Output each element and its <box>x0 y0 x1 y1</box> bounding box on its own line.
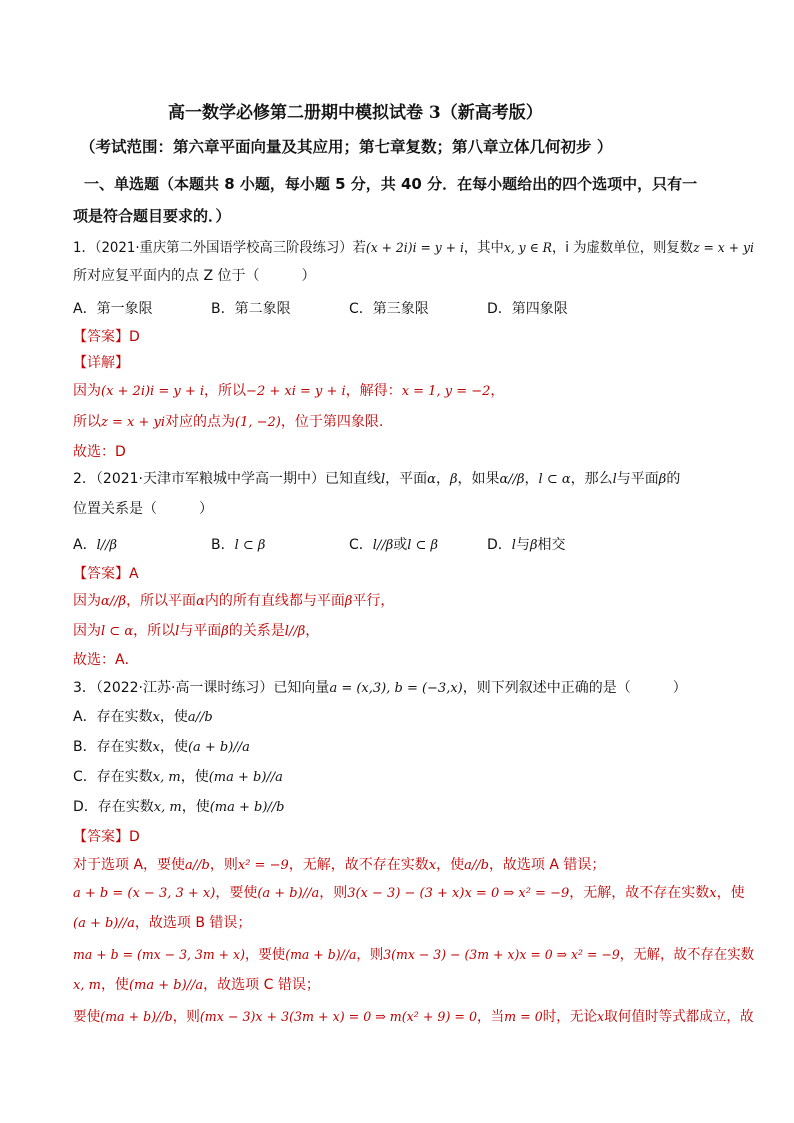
option-math: l//β <box>96 538 118 553</box>
q3-solution-line-3 <box>73 914 251 933</box>
q1-sol-text: 因为 <box>73 383 101 399</box>
q3-sol-math: x <box>428 858 437 873</box>
question-3-stem <box>73 679 687 698</box>
q1-detail-label: 【详解】 <box>73 355 129 371</box>
q2-math: l <box>381 472 386 487</box>
q1-option-a: A．第一象限 <box>73 301 153 317</box>
q3-stem-text: 3．（2022·江苏·高一课时练习）已知向量 <box>73 680 330 696</box>
q2-sol-math: l ⊂ α <box>101 624 134 639</box>
q2-stem-text: ，平面 <box>385 471 428 487</box>
q3-sol-math: 3(x − 3) − (3 + x)x = 0 ⇒ x² = −9 <box>347 886 570 901</box>
q2-sol-math: α//β <box>101 594 127 609</box>
q1-option-c: C．第三象限 <box>349 301 429 317</box>
q1-sol-math: (1, −2) <box>235 415 281 430</box>
q1-sol-math: (x + 2i)i = y + i <box>101 384 205 399</box>
q2-math: β <box>658 472 667 487</box>
q2-math: l ⊂ α <box>538 472 571 487</box>
option-text: 相交 <box>537 537 566 553</box>
option-text: 与 <box>515 537 530 553</box>
q3-sol-text: 要使 <box>73 1009 101 1025</box>
q3-sol-text: ，无解，故不存在实数 <box>569 885 710 901</box>
section-heading: 一、单选题（本题共 8 小题，每小题 5 分，共 40 分．在每小题给出的四个选项中，只有一 <box>84 175 698 193</box>
q3-sol-math: x² = −9 <box>237 858 289 873</box>
q3-sol-text: ，则 <box>319 885 348 901</box>
q3-sol-text: ，使 <box>436 857 465 873</box>
q2-sol-text: ， <box>305 623 320 639</box>
q3-solution-line-1 <box>73 856 605 875</box>
q1-option-d: D．第四象限 <box>487 301 568 317</box>
q2-solution-line-1 <box>73 592 394 611</box>
q3-sol-text: ，无解，故不存在实数 <box>288 857 429 873</box>
q1-stem-text: ，其中 <box>463 240 504 256</box>
option-math: l//β <box>372 538 394 553</box>
q2-stem-text: 2．（2021·天津市军粮城中学高一期中）已知直线 <box>73 471 381 487</box>
q3-sol-text: ，故选项 A 错误； <box>488 857 606 873</box>
q1-option-b: B．第二象限 <box>211 301 291 317</box>
option-text: ，使 <box>159 739 188 755</box>
q3-sol-math: (ma + b)//b <box>100 1010 173 1025</box>
q2-sol-text: 与平面 <box>179 623 222 639</box>
q2-stem-text: ， <box>524 471 539 487</box>
option-math: (ma + b)//a <box>208 770 283 785</box>
q3-solution-line-6 <box>73 1008 754 1027</box>
q2-option-d <box>487 536 565 555</box>
option-math: (a + b)//a <box>187 740 250 755</box>
q3-sol-math: (a + b)//a <box>73 916 135 931</box>
q1-answer: 【答案】D <box>73 329 140 345</box>
q3-sol-text: ，要使 <box>244 947 286 963</box>
question-2-stem <box>73 470 680 489</box>
q2-sol-text: 平行， <box>352 593 395 609</box>
q3-sol-text: ，则 <box>172 1009 200 1025</box>
q3-solution-line-5 <box>73 976 320 995</box>
q1-equation: (x + 2i)i = y + i <box>365 241 464 256</box>
q2-sol-text: 因为 <box>73 623 101 639</box>
q2-sol-text: ，所以平面 <box>126 593 197 609</box>
option-math: l ⊂ β <box>407 538 439 553</box>
q1-sol-math: −2 + xi = y + i <box>246 384 346 399</box>
q1-sol-text: ， <box>490 383 505 399</box>
q3-option-c <box>73 768 283 787</box>
q3-vectors: a = (x,3), b = (−3,x) <box>329 681 463 696</box>
q3-option-b <box>73 738 250 757</box>
option-text: B．存在实数 <box>73 739 153 755</box>
q1-sol-text: ，位于第四象限. <box>280 414 384 430</box>
q2-option-c <box>349 536 438 555</box>
q3-sol-math: (ma + b)//a <box>285 948 357 963</box>
q3-answer: 【答案】D <box>73 829 140 845</box>
q2-solution-line-2 <box>73 622 319 641</box>
q3-option-a <box>73 708 213 727</box>
q3-sol-math: (a + b)//a <box>257 886 320 901</box>
q3-sol-text: ，当 <box>476 1009 505 1025</box>
q1-sol-math: x = 1, y = −2 <box>401 384 491 399</box>
q1-solution-line-2 <box>73 413 383 432</box>
q2-stem-text: 的 <box>666 471 681 487</box>
q3-sol-math: ma + b = (mx − 3, 3m + x) <box>73 948 245 963</box>
q2-choose: 故选：A． <box>73 652 139 668</box>
option-letter: B． <box>211 537 235 553</box>
question-2-stem-cont: 位置关系是（ ） <box>73 501 213 517</box>
option-math: x, m <box>152 770 181 785</box>
q3-sol-math: 3(mx − 3) − (3m + x)x = 0 ⇒ x² = −9 <box>383 948 620 963</box>
q2-sol-text: 的关系是 <box>228 623 285 639</box>
q1-choose: 故选：D <box>73 444 126 460</box>
section-heading-cont: 项是符合题目要求的．） <box>73 207 231 225</box>
q2-stem-text: ，如果 <box>457 471 500 487</box>
q2-math: α <box>427 472 436 487</box>
q2-sol-math: β <box>344 594 353 609</box>
q3-sol-math: x <box>597 1010 605 1025</box>
exam-scope: （考试范围：第六章平面向量及其应用；第七章复数；第八章立体几何初步 ） <box>80 138 613 156</box>
document-title: 高一数学必修第二册期中模拟试卷 3（新高考版） <box>168 103 543 123</box>
q3-sol-math: x, m <box>73 978 101 993</box>
q3-sol-text: ，无解，故不存在实数 <box>619 947 755 963</box>
q2-sol-text: ，所以 <box>133 623 176 639</box>
option-math: a//b <box>187 710 213 725</box>
option-math: x <box>152 740 160 755</box>
q2-answer: 【答案】A <box>73 566 139 582</box>
option-letter: D． <box>487 537 512 553</box>
q2-option-b <box>211 536 265 555</box>
q2-sol-math: α <box>196 594 205 609</box>
q3-sol-math: a//b <box>464 858 489 873</box>
q2-sol-math: l <box>175 624 180 639</box>
q3-sol-text: ，则 <box>209 857 238 873</box>
q3-sol-text: 取何值时等式都成立，故 <box>604 1009 754 1025</box>
q3-stem-text: ，则下列叙述中正确的是（ ） <box>462 680 687 696</box>
q1-sol-text: 对应的点为 <box>165 414 235 430</box>
q3-sol-text: ，故选项 B 错误； <box>134 915 252 931</box>
option-text: ，使 <box>180 769 209 785</box>
q1-condition: x, y ∈ R <box>503 241 552 256</box>
q3-sol-math: a + b = (x − 3, 3 + x) <box>73 886 216 901</box>
q2-stem-text: 与平面 <box>616 471 659 487</box>
q3-sol-math: (ma + b)//a <box>128 978 204 993</box>
q2-option-a <box>73 536 117 555</box>
q2-sol-text: 因为 <box>73 593 101 609</box>
option-text: 或 <box>393 537 408 553</box>
q2-math: l <box>612 472 617 487</box>
q2-stem-text: ， <box>435 471 450 487</box>
q3-sol-text: ，则 <box>356 947 384 963</box>
q1-stem-text: 1．（2021·重庆第二外国语学校高三阶段练习）若 <box>73 240 366 256</box>
q3-sol-text: ，使 <box>100 977 129 993</box>
q3-option-d <box>73 798 285 817</box>
question-1-stem <box>73 239 754 258</box>
q1-solution-line-1 <box>73 382 504 401</box>
q3-sol-math: (mx − 3)x + 3(3m + x) = 0 ⇒ m(x² + 9) = 0 <box>199 1010 477 1025</box>
q2-sol-math: l//β <box>284 624 306 639</box>
q2-sol-math: β <box>221 624 229 639</box>
q1-complex: z = x + yi <box>693 241 754 256</box>
q2-stem-text: ，那么 <box>570 471 613 487</box>
q3-sol-math: m = 0 <box>504 1010 543 1025</box>
q3-sol-text: ，故选项 C 错误； <box>203 977 320 993</box>
option-math: x <box>152 710 160 725</box>
q1-stem-text: ，i 为虚数单位，则复数 <box>551 240 694 256</box>
option-math: β <box>529 538 538 553</box>
option-text: D．存在实数 <box>73 799 154 815</box>
q3-sol-text: 对于选项 A，要使 <box>73 857 186 873</box>
option-letter: C． <box>349 537 373 553</box>
q2-math: β <box>449 472 458 487</box>
q3-sol-text: 时，无论 <box>542 1009 598 1025</box>
q1-sol-text: 所以 <box>73 414 101 430</box>
q2-math: α//β <box>499 472 525 487</box>
option-math: x, m <box>153 800 182 815</box>
option-math: (ma + b)//b <box>209 800 285 815</box>
option-text: A．存在实数 <box>73 709 153 725</box>
option-text: ，使 <box>181 799 210 815</box>
option-text: C．存在实数 <box>73 769 153 785</box>
q3-sol-text: ，要使 <box>215 885 258 901</box>
q3-sol-math: a//b <box>185 858 210 873</box>
option-letter: A． <box>73 537 97 553</box>
q2-sol-text: 内的所有直线都与平面 <box>204 593 345 609</box>
q3-sol-math: x <box>709 886 717 901</box>
option-math: l <box>511 538 516 553</box>
question-1-stem-cont: 所对应复平面内的点 Z 位于（ ） <box>73 268 316 284</box>
q1-sol-text: ，解得： <box>345 383 402 399</box>
q3-sol-text: ，使 <box>716 885 745 901</box>
q3-solution-line-2 <box>73 884 745 903</box>
q1-sol-math: z = x + yi <box>101 415 165 430</box>
q1-sol-text: ，所以 <box>204 383 247 399</box>
q3-solution-line-4 <box>73 946 754 965</box>
option-math: l ⊂ β <box>234 538 266 553</box>
option-text: ，使 <box>159 709 188 725</box>
